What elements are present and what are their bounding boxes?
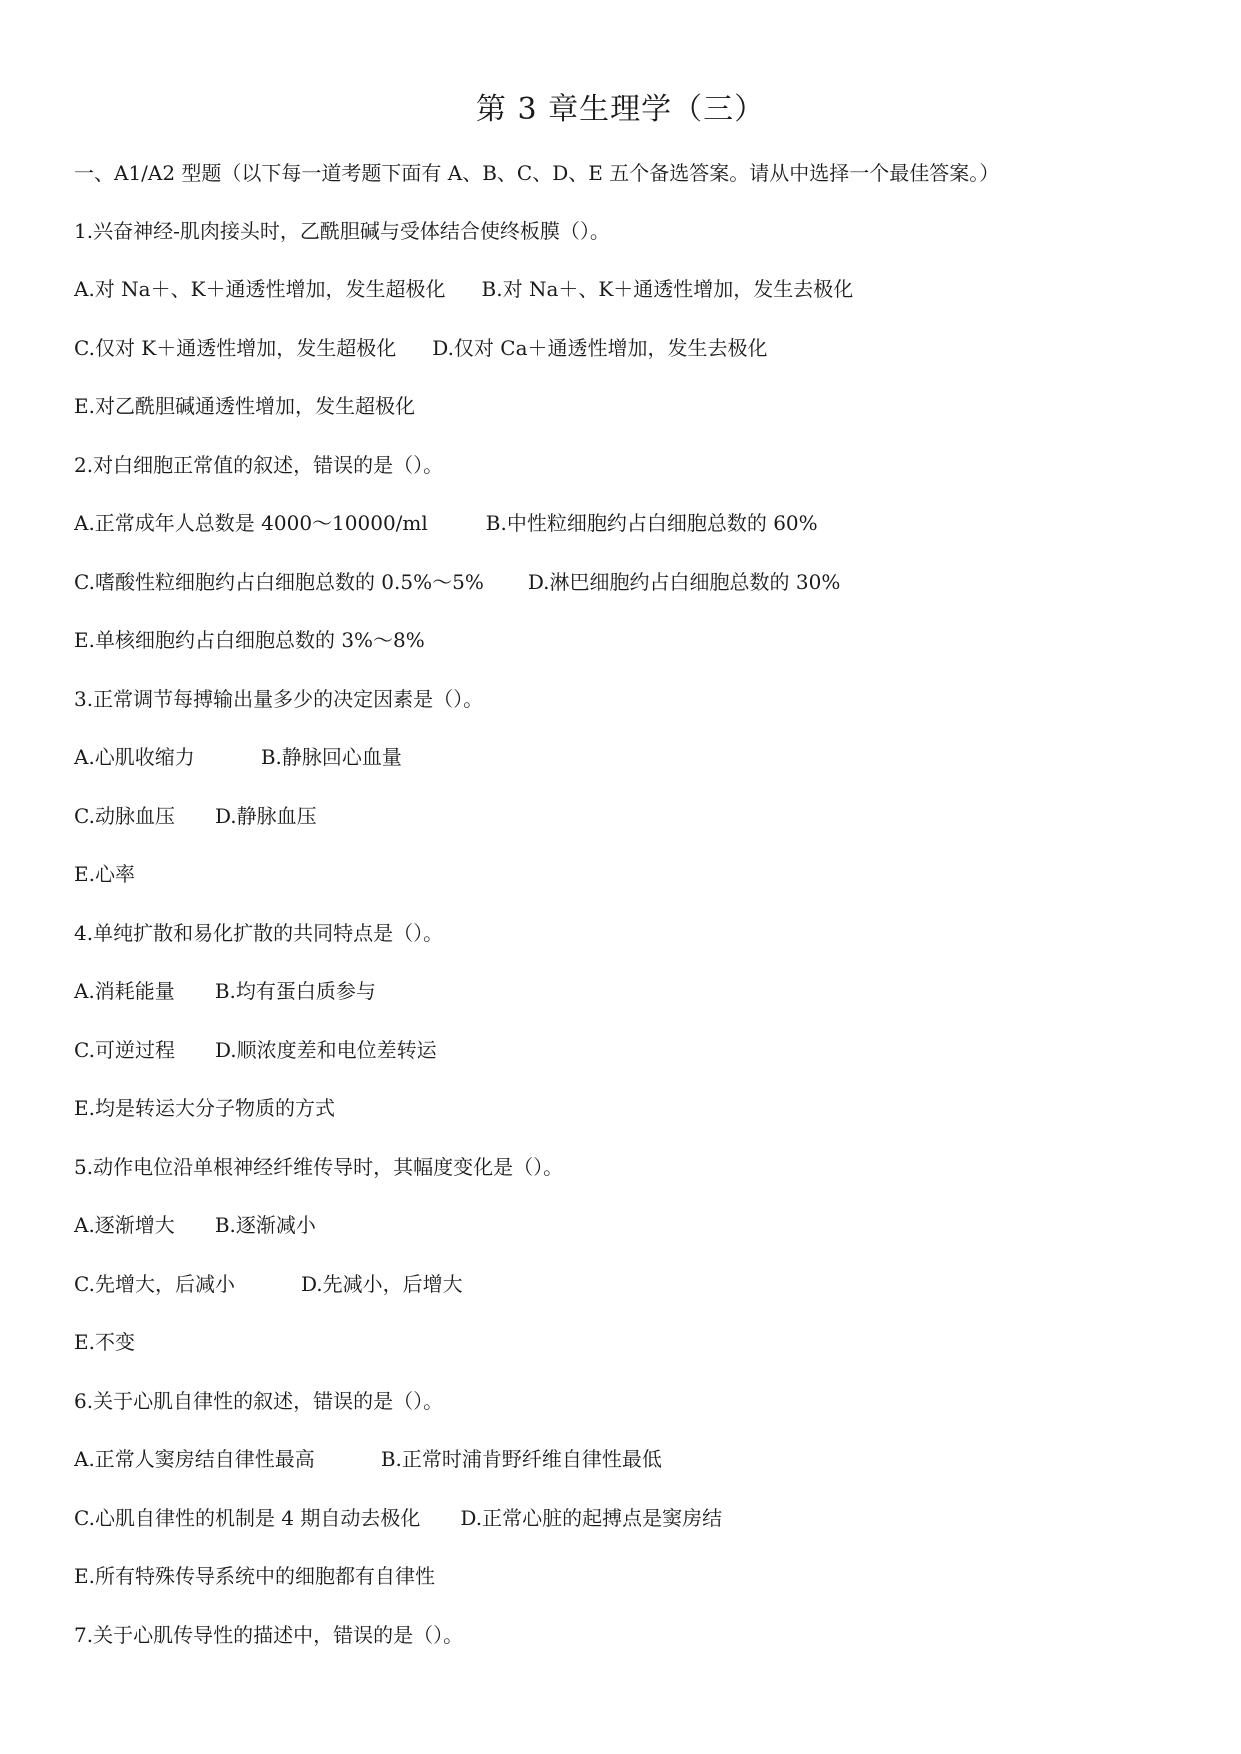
question-7-stem: 7.关于心肌传导性的描述中，错误的是（）。 [74,1623,464,1647]
question-1-stem: 1.兴奋神经-肌肉接头时，乙酰胆碱与受体结合使终板膜（）。 [74,219,610,243]
question-1-options-row-2 [74,333,768,363]
question-4-stem: 4.单纯扩散和易化扩散的共同特点是（）。 [74,921,444,945]
option-a: A.逐渐增大 [74,1213,175,1237]
option-b: B.静脉回心血量 [260,745,402,769]
option-e: E.心率 [74,862,135,886]
question-3-options-row-2 [74,801,317,831]
option-c: C.嗜酸性粒细胞约占白细胞总数的 0.5%～5% [74,570,484,594]
option-c: C.动脉血压 [74,804,175,828]
option-b: B.均有蛋白质参与 [214,979,376,1003]
option-d: D.静脉血压 [214,804,317,828]
option-a: A.消耗能量 [74,979,175,1003]
question-2-options-row-2 [74,567,840,597]
question-3-options-row-1 [74,742,402,772]
question-5-stem: 5.动作电位沿单根神经纤维传导时，其幅度变化是（）。 [74,1155,564,1179]
question-1-options-row-3 [74,391,415,421]
option-e: E.不变 [74,1330,135,1354]
option-e: E.所有特殊传导系统中的细胞都有自律性 [74,1564,435,1588]
option-c: C.先增大，后减小 [74,1272,235,1296]
question-2-stem: 2.对白细胞正常值的叙述，错误的是（）。 [74,453,444,477]
option-a: A.正常成年人总数是 4000～10000/ml [74,511,428,535]
question-6-options-row-1 [74,1444,662,1474]
option-d: D.淋巴细胞约占白细胞总数的 30% [527,570,841,594]
question-1-options-row-1 [74,274,853,304]
question-5-options-row-3 [74,1327,135,1357]
question-3-stem: 3.正常调节每搏输出量多少的决定因素是（）。 [74,687,484,711]
option-c: C.心肌自律性的机制是 4 期自动去极化 [74,1506,421,1530]
option-a: A.对 Na＋、K＋通透性增加，发生超极化 [74,277,446,301]
question-4-options-row-3 [74,1093,335,1123]
option-e: E.单核细胞约占白细胞总数的 3%～8% [74,628,425,652]
question-5-options-row-2 [74,1269,463,1299]
question-3-options-row-3 [74,859,135,889]
question-6-options-row-2 [74,1503,722,1533]
question-4-options-row-1 [74,976,376,1006]
option-d: D.正常心脏的起搏点是窦房结 [460,1506,723,1530]
page-title: 第 3 章生理学（三） [475,92,766,127]
option-b: B.逐渐减小 [214,1213,316,1237]
question-4-options-row-2 [74,1035,437,1065]
question-2-options-row-1 [74,508,818,538]
question-5-options-row-1 [74,1210,316,1240]
option-c: C.可逆过程 [74,1038,175,1062]
option-b: B.对 Na＋、K＋通透性增加，发生去极化 [481,277,854,301]
option-c: C.仅对 K＋通透性增加，发生超极化 [74,336,397,360]
option-a: A.心肌收缩力 [74,745,195,769]
option-d: D.先减小，后增大 [300,1272,463,1296]
option-b: B.正常时浦肯野纤维自律性最低 [380,1447,662,1471]
question-6-stem: 6.关于心肌自律性的叙述，错误的是（）。 [74,1389,444,1413]
option-d: D.顺浓度差和电位差转运 [214,1038,437,1062]
option-d: D.仅对 Ca＋通透性增加，发生去极化 [432,336,768,360]
question-2-options-row-3 [74,625,425,655]
section-heading: 一、A1/A2 型题（以下每一道考题下面有 A、B、C、D、E 五个备选答案。请从中选择一个最佳答案。） [74,161,1000,185]
option-e: E.对乙酰胆碱通透性增加，发生超极化 [74,394,415,418]
option-b: B.中性粒细胞约占白细胞总数的 60% [485,511,818,535]
option-a: A.正常人窦房结自律性最高 [74,1447,315,1471]
question-6-options-row-3 [74,1561,435,1591]
option-e: E.均是转运大分子物质的方式 [74,1096,335,1120]
